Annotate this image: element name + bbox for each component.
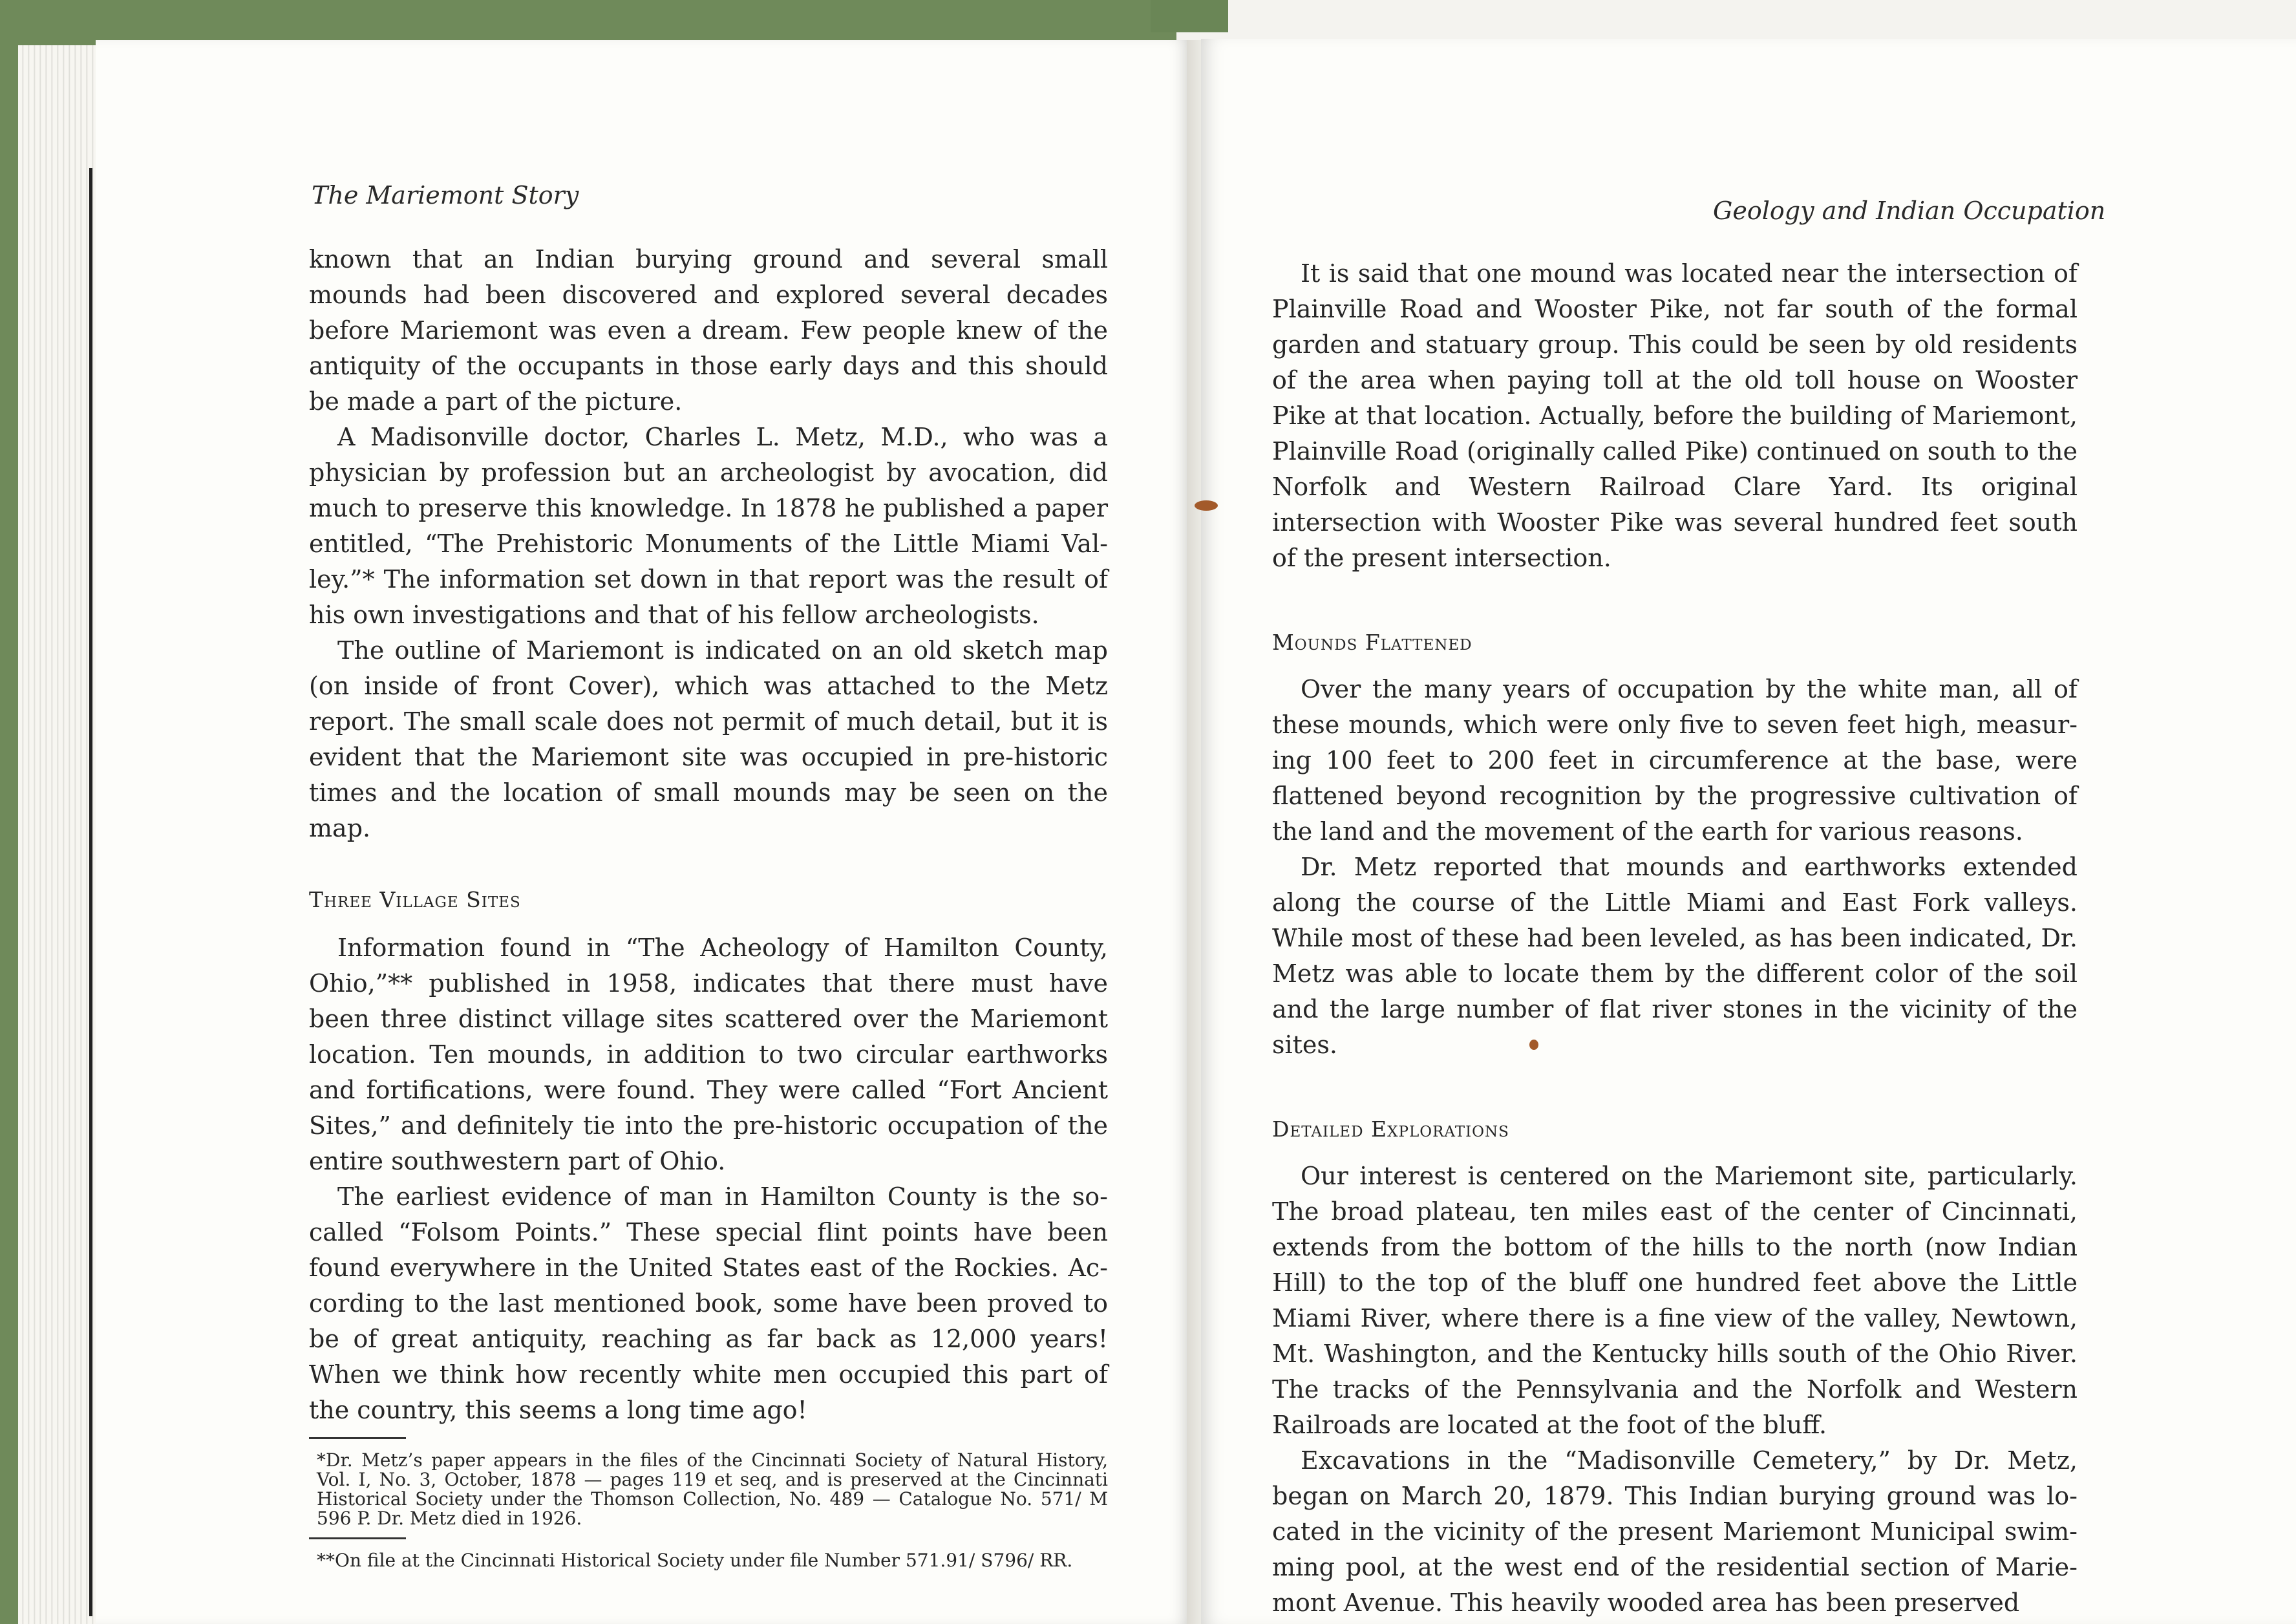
paragraph: Information found in “The Acheology of Hamilton County, Ohio,”** published in 1958, indicates that there must have been three distinct village sites scattered over the Mariemont location. Ten mounds, in addition to two circular earthworks and fortifications, were found. They were called “Fort Ancient Sites,” and definitely tie into the pre-historic occupation of the entire southwestern part of Ohio. [309,934,1108,1175]
footnote: *Dr. Metz’s paper appears in the files of the Cincinnati Society of Natural History, Vol. I, No. 3, October, 1878 — pages 119 et seq, and is preserved at the Cincinnati Historical Society under the Thomson Collection, No. 489 — Catalogue No. 571/ M 596 P. Dr. Metz died in 1926. [317,1449,1108,1529]
paragraph: Excavations in the “Madisonville Cemetery,” by Dr. Metz, began on March 20, 1879. This Indian burying ground was located in the vicinity of the present Mariemont Municipal swimming pool, at the west end of the residential section of Mariemont Avenue. This heavily wooded area has been preserved [1272,1446,2078,1617]
book-cover-left [0,0,18,1624]
right-page-text [1272,256,2078,1621]
footnote: **On file at the Cincinnati Historical Society under file Number 571.91/ S796/ RR. [317,1550,1073,1571]
section-heading: Three Village Sites [309,887,521,912]
section-heading: Mounds Flattened [1272,630,1472,655]
section-heading: Detailed Explorations [1272,1116,1509,1142]
paragraph: It is said that one mound was located near the intersection of Plainville Road and Wooster Pike, not far south of the formal garden and statuary group. This could be seen by old residents of the area when paying toll at the old toll house on Wooster Pike at that location. Actually, before the building of Mariemont, Plainville Road (originally called Pike) continued on south to the Norfolk and Western Railroad Clare Yard. Its original intersection with Wooster Pike was several hundred feet south of the present intersection. [1272,259,2078,572]
footnote-rule [309,1437,406,1439]
paragraph: Over the many years of occupation by the white man, all of these mounds, which were only five to seven feet high, measuring 100 feet to 200 feet in circumference at the base, were flattened beyond recognition by the progressive cultivation of the land and the movement of the earth for various reasons. [1272,675,2078,846]
paragraph: A Madisonville doctor, Charles L. Metz, M.D., who was a physician by profession but an archeologist by avocation, did much to preserve this knowledge. In 1878 he published a paper entitled, “The Prehistoric Monuments of the Little Miami Valley.”* The information set down in that report was the result of his own investigations and that of his fellow archeologists. [309,423,1108,629]
paragraph: known that an Indian burying ground and several small mounds had been discovered and explored several decades before Mariemont was even a dream. Few people knew of the antiquity of the occupants in those early days and this should be made a part of the picture. [309,245,1108,416]
paragraph: Dr. Metz reported that mounds and earthworks extended along the course of the Little Miami and East Fork valleys. While most of these had been leveled, as has been indicated, Dr. Metz was able to locate them by the different color of the soil and the large number of flat river stones in the vicinity of the sites. [1272,853,2078,1059]
page-edges [18,45,96,1624]
footnote-rule [309,1537,406,1539]
book-cover-top-edge [1151,0,1228,32]
left-page-text [309,242,1108,1570]
paragraph: Our interest is centered on the Mariemont site, particularly. The broad plateau, ten miles east of the center of Cincinnati, extends from the bottom of the hills to the north (now Indian Hill) to the top of the bluff one hundred feet above the Little Miami River, where there is a fine view of the valley, Newtown, Mt. Washington, and the Kentucky hills south of the Ohio River. The tracks of the Pennsylvania and the Norfolk and Western Railroads are located at the foot of the bluff. [1272,1162,2078,1439]
paper-stain [1195,500,1218,511]
paragraph: The outline of Mariemont is indicated on an old sketch map (on inside of front Cover), which was attached to the Metz report. The small scale does not permit of much detail, but it is evident that the Mariemont site was occupied in pre-historic times and the location of small mounds may be seen on the map. [309,636,1108,842]
book-gutter [1187,40,1202,1624]
book-cover-top [0,0,1176,45]
left-running-head: The Mariemont Story [312,181,579,209]
page-edge-shadow [89,168,92,1616]
paragraph: The earliest evidence of man in Hamilton County is the so-called “Folsom Points.” These special flint points have been found everywhere in the United States east of the Rockies. According to the last mentioned book, some have been proved to be of great antiquity, reaching as far back as 12,000 years! When we think how recently white men occupied this part of the country, this seems a long time ago! [309,1182,1108,1424]
right-running-head: Geology and Indian Occupation [1713,197,2106,225]
